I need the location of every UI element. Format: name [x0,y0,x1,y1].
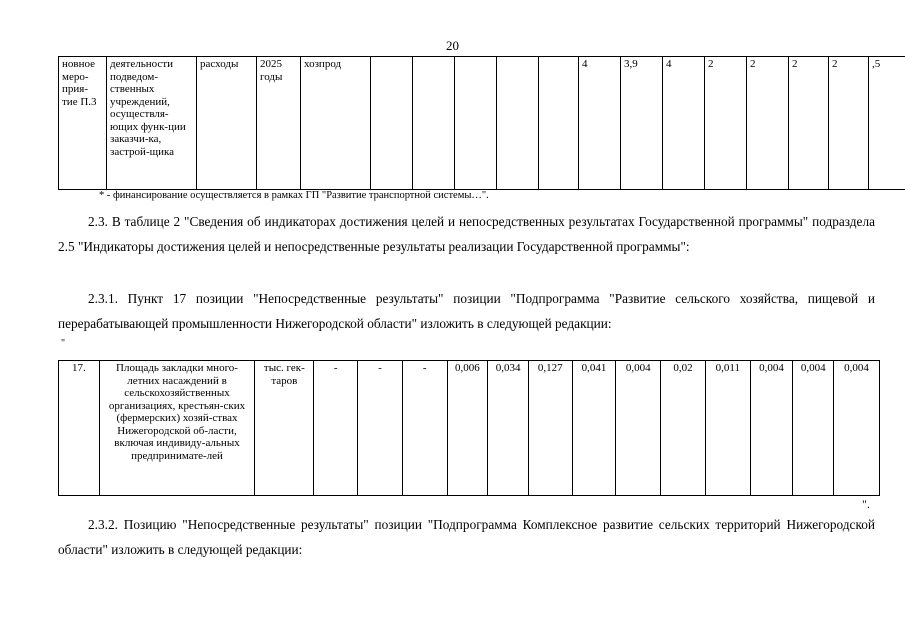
table-cell: деятельности подведом-ственных учреждений, осуществля-ющих функ-ции заказчи-ка, застрой-щика [107,57,197,190]
paragraph-text: 2.3. В таблице 2 "Сведения об индикаторах достижения целей и непосредственных результатах Государственной программы" подраздела 2.5 "Индикаторы достижения целей и непосредственные результаты реализации Государственной программы": [58,214,875,254]
value-cell: 0,006 [447,361,488,496]
table-cell [455,57,497,190]
page-number: 20 [446,38,459,53]
footnote: * - финансирование осуществляется в рамках ГП "Развитие транспортной системы…". [99,190,489,201]
table-cell [371,57,413,190]
table-cell [539,57,579,190]
table-cell: 3,9 [621,57,663,190]
continuation-table [58,56,905,190]
table-row [59,361,880,496]
value-cell: - [314,361,358,496]
value-cell: - [358,361,403,496]
value-cell: 0,004 [793,361,834,496]
value-cell: 0,004 [616,361,661,496]
table-cell: 2 [705,57,747,190]
table-cell: хозпрод [301,57,371,190]
paragraph-2-3 [58,209,875,259]
paragraph-2-3-2 [58,512,875,562]
table-row [59,57,905,190]
table-cell: 4 [663,57,705,190]
table-cell: расходы [197,57,257,190]
table-cell: 4 [579,57,621,190]
value-cell: - [402,361,447,496]
table-cell [497,57,539,190]
table-cell [413,57,455,190]
value-cell: 0,004 [834,361,880,496]
opening-quote: " [61,338,66,349]
paragraph-2-3-1 [58,286,875,336]
value-cell: 0,02 [661,361,706,496]
row-number: 17. [59,361,100,496]
table-cell: 2 [829,57,869,190]
value-cell: 0,127 [528,361,572,496]
table-cell: 2 [747,57,789,190]
unit-cell: тыс. гек-таров [255,361,314,496]
value-cell: 0,041 [572,361,616,496]
paragraph-text: 2.3.1. Пункт 17 позиции "Непосредственные результаты" позиции "Подпрограмма "Развитие сельского хозяйства, пищевой и перерабатывающей промышленности Нижегородской области" изложить в следующей редакции: [58,291,875,331]
table-cell: 2025 годы [257,57,301,190]
value-cell: 0,034 [488,361,529,496]
indicator-name: Площадь закладки много-летних насаждений в сельскохозяйственных организациях, крестьян-ских (фермерских) хозяй-ствах Нижегородской об-ласти, включая индивиду-альных предпринимате-лей [99,361,255,496]
value-cell: 0,011 [705,361,750,496]
paragraph-text: 2.3.2. Позицию "Непосредственные результаты" позиции "Подпрограмма Комплексное развитие сельских территорий Нижегородской области" изложить в следующей редакции: [58,517,875,557]
table-cell: новное меро-прия-тие П.3 [59,57,107,190]
table-cell: 2 [789,57,829,190]
value-cell: 0,004 [750,361,793,496]
table-cell: ,5 [869,57,905,190]
indicator-table [58,360,880,496]
closing-quote: ". [862,497,870,511]
